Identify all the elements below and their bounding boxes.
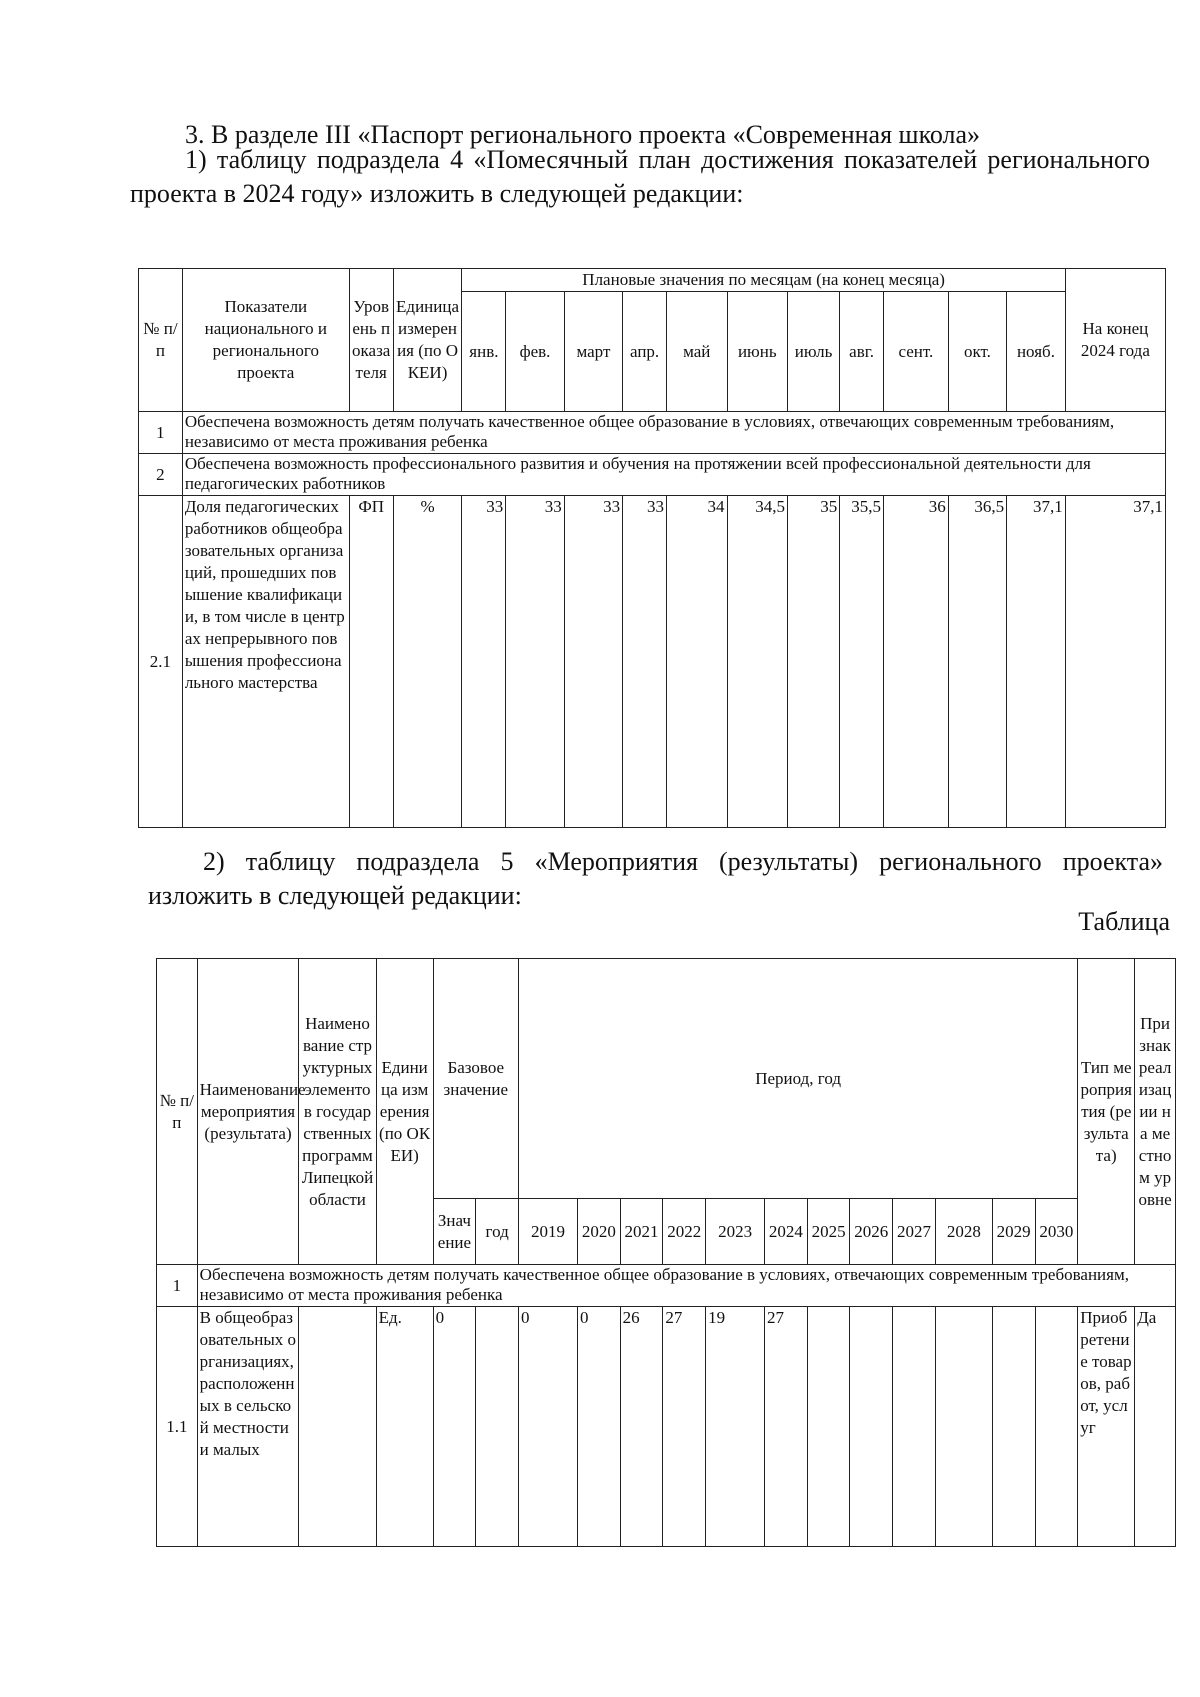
month-value: 37,1 bbox=[1007, 496, 1066, 828]
header-unit: Единица измерения (по ОКЕИ) bbox=[393, 269, 462, 412]
row-num: 2.1 bbox=[139, 496, 183, 828]
year-value bbox=[807, 1307, 850, 1547]
header-month: май bbox=[667, 292, 728, 412]
measure-attribute: Да bbox=[1135, 1307, 1176, 1547]
measure-unit: Ед. bbox=[376, 1307, 433, 1547]
header-month: янв. bbox=[462, 292, 506, 412]
header-year: 2027 bbox=[893, 1199, 936, 1265]
month-value: 33 bbox=[506, 496, 564, 828]
table-row bbox=[139, 412, 1166, 454]
measure-structural bbox=[299, 1307, 376, 1547]
header-base: Базовое значение bbox=[433, 959, 518, 1199]
header-base-value: Значение bbox=[433, 1199, 476, 1265]
year-value: 27 bbox=[663, 1307, 706, 1547]
header-structural: Наименование структурных элементов государственных программ Липецкой области bbox=[299, 959, 376, 1265]
header-month: апр. bbox=[623, 292, 667, 412]
year-end-value: 37,1 bbox=[1065, 496, 1165, 828]
header-type: Тип мероприятия (результата) bbox=[1078, 959, 1135, 1265]
indicator-name: Доля педагогических работников общеобразовательных организаций, прошедших повышение квалификации, в том числе в центрах непрерывного повышения профессионального мастерства bbox=[182, 496, 349, 828]
header-num: № п/п bbox=[139, 269, 183, 412]
row-goal-text: Обеспечена возможность детям получать качественное общее образование в условиях, отвечающих современным требованиям, независимо от места проживания ребенка bbox=[197, 1265, 1175, 1307]
month-value: 35,5 bbox=[840, 496, 884, 828]
header-month: сент. bbox=[884, 292, 949, 412]
header-attribute: Признак реализации на местном уровне bbox=[1135, 959, 1176, 1265]
row-num: 2 bbox=[139, 454, 183, 496]
month-value: 34 bbox=[667, 496, 728, 828]
header-period: Период, год bbox=[519, 959, 1078, 1199]
month-value: 36,5 bbox=[948, 496, 1006, 828]
header-year: 2026 bbox=[850, 1199, 893, 1265]
month-value: 36 bbox=[884, 496, 949, 828]
header-year-end: На конец 2024 года bbox=[1065, 269, 1165, 412]
header-num: № п/п bbox=[157, 959, 198, 1265]
header-year: 2020 bbox=[577, 1199, 620, 1265]
table-row bbox=[157, 1307, 1176, 1547]
monthly-plan-table bbox=[138, 268, 1166, 828]
indicator-level: ФП bbox=[349, 496, 393, 828]
header-planned-values: Плановые значения по месяцам (на конец месяца) bbox=[462, 269, 1065, 292]
measure-type: Приобретение товаров, работ, услуг bbox=[1078, 1307, 1135, 1547]
year-value bbox=[850, 1307, 893, 1547]
month-value: 33 bbox=[623, 496, 667, 828]
year-value bbox=[992, 1307, 1035, 1547]
month-value: 34,5 bbox=[727, 496, 788, 828]
header-year: 2021 bbox=[620, 1199, 663, 1265]
header-month: март bbox=[564, 292, 622, 412]
header-indicator: Показатели национального и регионального проекта bbox=[182, 269, 349, 412]
header-year: 2028 bbox=[935, 1199, 992, 1265]
year-value: 19 bbox=[706, 1307, 765, 1547]
header-month: авг. bbox=[840, 292, 884, 412]
header-month: июнь bbox=[727, 292, 788, 412]
header-unit: Единица измерения (по ОКЕИ) bbox=[376, 959, 433, 1265]
measure-name: В общеобразовательных организациях, расположенных в сельской местности и малых bbox=[197, 1307, 299, 1547]
month-value: 33 bbox=[564, 496, 622, 828]
row-num: 1.1 bbox=[157, 1307, 198, 1547]
header-year: 2019 bbox=[519, 1199, 578, 1265]
year-value bbox=[893, 1307, 936, 1547]
header-year: 2022 bbox=[663, 1199, 706, 1265]
header-name: Наименование мероприятия (результата) bbox=[197, 959, 299, 1265]
header-month: фев. bbox=[506, 292, 564, 412]
header-year: 2024 bbox=[765, 1199, 808, 1265]
measures-table bbox=[156, 958, 1176, 1547]
header-month: июль bbox=[788, 292, 840, 412]
row-num: 1 bbox=[157, 1265, 198, 1307]
header-year: 2030 bbox=[1035, 1199, 1078, 1265]
year-value: 26 bbox=[620, 1307, 663, 1547]
table-caption: Таблица bbox=[1078, 907, 1170, 936]
base-year bbox=[476, 1307, 519, 1547]
month-value: 33 bbox=[462, 496, 506, 828]
row-num: 1 bbox=[139, 412, 183, 454]
section-heading: 3. В разделе III «Паспорт регионального проекта «Современная школа» bbox=[185, 120, 981, 149]
header-year: 2023 bbox=[706, 1199, 765, 1265]
item2-paragraph: 2) таблицу подраздела 5 «Мероприятия (результаты) регионального проекта» изложить в следующей редакции: bbox=[148, 847, 1163, 910]
year-value bbox=[935, 1307, 992, 1547]
table-row bbox=[139, 496, 1166, 828]
base-value: 0 bbox=[433, 1307, 476, 1547]
table-row bbox=[157, 1265, 1176, 1307]
header-month: нояб. bbox=[1007, 292, 1066, 412]
row-goal-text: Обеспечена возможность детям получать качественное общее образование в условиях, отвечающих современным требованиям, независимо от места проживания ребенка bbox=[182, 412, 1165, 454]
year-value: 27 bbox=[765, 1307, 808, 1547]
indicator-unit: % bbox=[393, 496, 462, 828]
year-value: 0 bbox=[577, 1307, 620, 1547]
header-month: окт. bbox=[948, 292, 1006, 412]
header-year: 2025 bbox=[807, 1199, 850, 1265]
header-base-year: год bbox=[476, 1199, 519, 1265]
row-goal-text: Обеспечена возможность профессионального развития и обучения на протяжении всей профессиональной деятельности для педагогических работников bbox=[182, 454, 1165, 496]
year-value bbox=[1035, 1307, 1078, 1547]
item1-paragraph: 1) таблицу подраздела 4 «Помесячный план достижения показателей регионального проекта в 2024 году» изложить в следующей редакции: bbox=[130, 145, 1150, 208]
year-value: 0 bbox=[519, 1307, 578, 1547]
table-row bbox=[139, 454, 1166, 496]
header-year: 2029 bbox=[992, 1199, 1035, 1265]
header-level: Уровень показателя bbox=[349, 269, 393, 412]
month-value: 35 bbox=[788, 496, 840, 828]
